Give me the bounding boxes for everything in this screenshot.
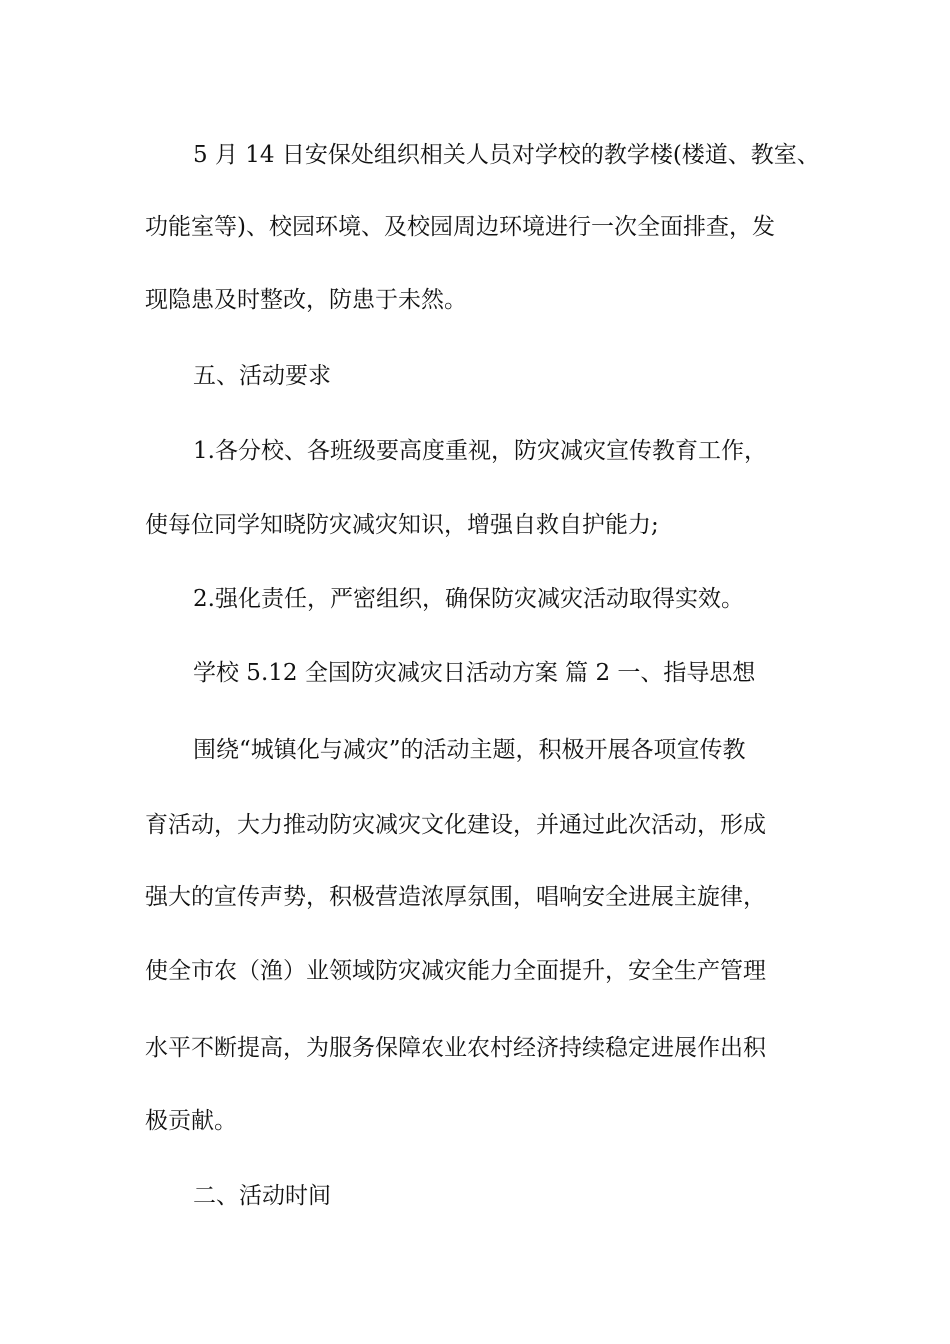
section-heading: 五、活动要求 [193, 363, 331, 389]
paragraph-line: 2.强化责任，严密组织，确保防灾减灾活动取得实效。 [193, 586, 744, 612]
paragraph-line: 1.各分校、各班级要高度重视，防灾减灾宣传教育工作， [193, 438, 767, 464]
section-heading: 二、活动时间 [193, 1183, 331, 1209]
paragraph-line: 强大的宣传声势，积极营造浓厚氛围，唱响安全进展主旋律， [145, 884, 766, 910]
paragraph-line: 功能室等)、校园环境、及校园周边环境进行一次全面排查，发 [145, 214, 775, 240]
paragraph-line: 围绕“城镇化与减灾”的活动主题，积极开展各项宣传教 [193, 737, 746, 763]
section-title-line: 学校 5.12 全国防灾减灾日活动方案 篇 2 一、指导思想 [193, 660, 756, 686]
paragraph-line: 水平不断提高，为服务保障农业农村经济持续稳定进展作出积 [145, 1035, 766, 1061]
paragraph-line: 使每位同学知晓防灾减灾知识，增强自救自护能力; [145, 512, 659, 538]
paragraph-line: 极贡献。 [145, 1108, 237, 1134]
paragraph-line: 使全市农（渔）业领域防灾减灾能力全面提升，安全生产管理 [145, 958, 766, 984]
paragraph-line: 5 月 14 日安保处组织相关人员对学校的教学楼(楼道、教室、 [193, 142, 820, 168]
paragraph-line: 现隐患及时整改，防患于未然。 [145, 287, 467, 313]
paragraph-line: 育活动，大力推动防灾减灾文化建设，并通过此次活动，形成 [145, 812, 766, 838]
